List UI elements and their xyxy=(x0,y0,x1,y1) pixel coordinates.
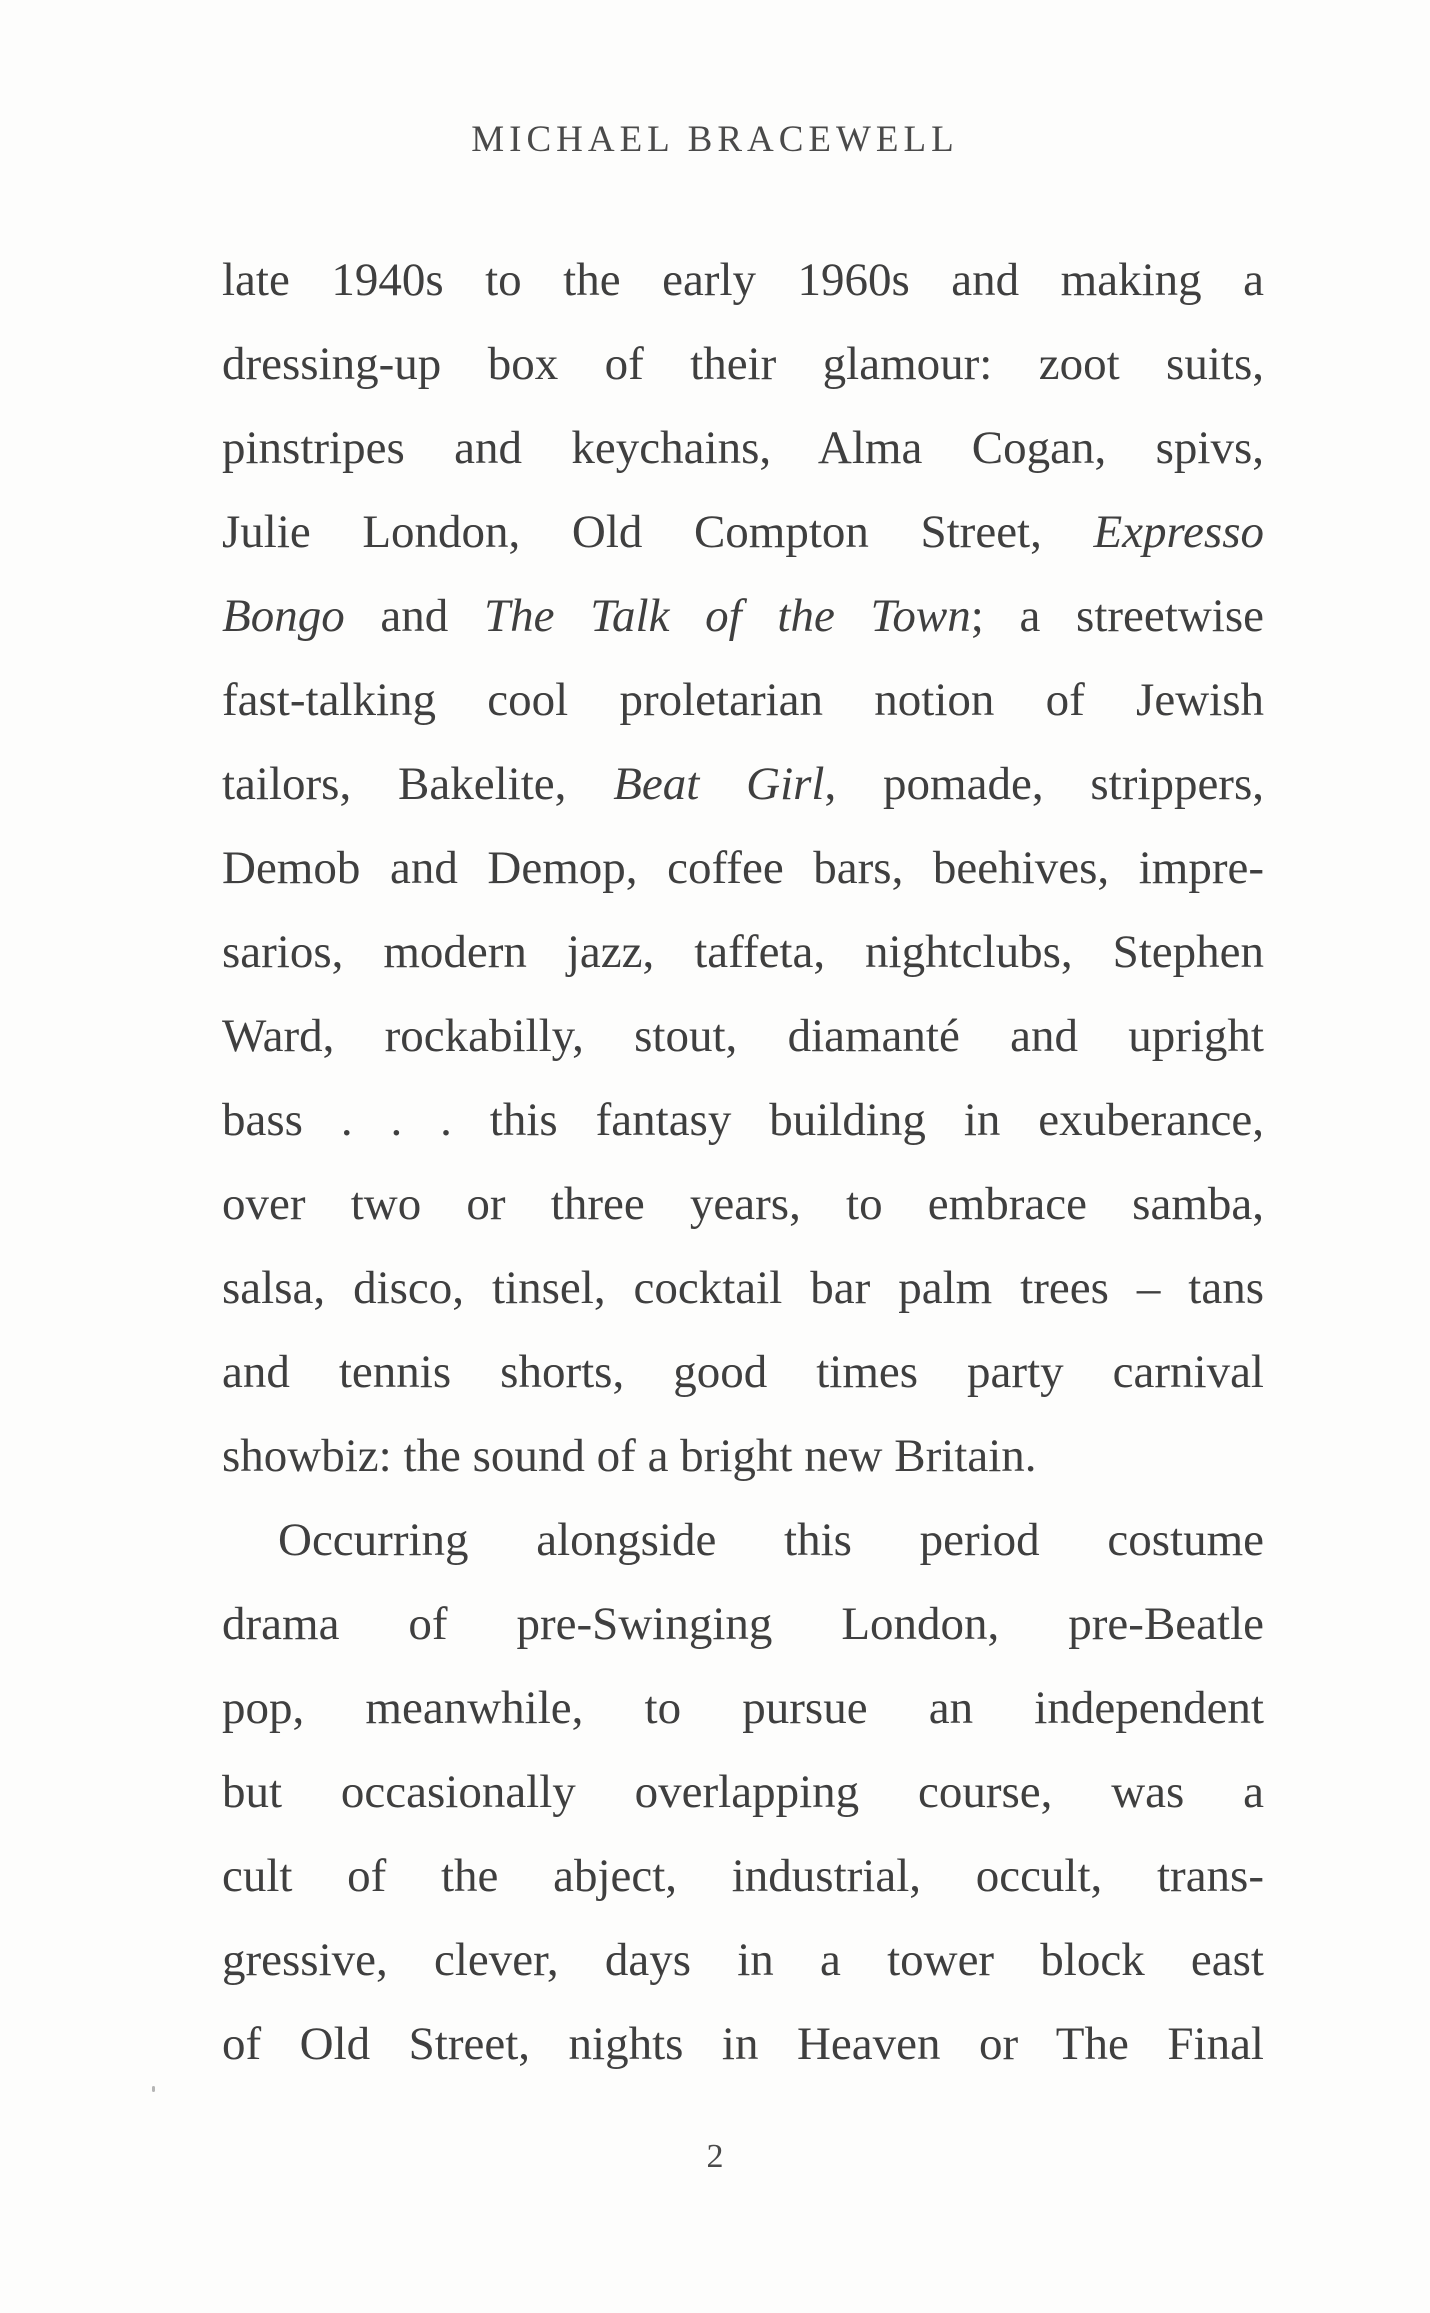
text-line xyxy=(222,910,1264,994)
text-line xyxy=(222,1918,1264,2002)
text-line xyxy=(222,994,1264,1078)
running-head: MICHAEL BRACEWELL xyxy=(471,119,959,160)
text-segment: and xyxy=(344,590,484,642)
text-segment: gressive, clever, days in a tower block east xyxy=(222,1934,1264,1986)
text-line xyxy=(222,490,1264,574)
text-segment: over two or three years, to embrace samba, xyxy=(222,1178,1264,1230)
text-line xyxy=(222,238,1264,322)
text-segment: bass . . . this fantasy building in exuberance, xyxy=(222,1094,1264,1146)
text-segment: pop, meanwhile, to pursue an independent xyxy=(222,1682,1264,1734)
text-line xyxy=(222,1078,1264,1162)
text-segment: sarios, modern jazz, taffeta, nightclubs, Stephen xyxy=(222,926,1264,978)
text-segment: fast-talking cool proletarian notion of Jewish xyxy=(222,674,1264,726)
text-line xyxy=(222,1582,1264,1666)
text-segment: Demob and Demop, coffee bars, beehives, impre- xyxy=(222,842,1264,894)
text-line xyxy=(222,742,1264,826)
text-line xyxy=(222,1330,1264,1414)
text-segment: and tennis shorts, good times party carnival xyxy=(222,1346,1264,1398)
text-line xyxy=(222,1414,1264,1498)
text-segment: late 1940s to the early 1960s and making a xyxy=(222,254,1264,306)
text-line xyxy=(222,1666,1264,1750)
text-segment: pinstripes and keychains, Alma Cogan, spivs, xyxy=(222,422,1264,474)
page-number: 2 xyxy=(706,2138,724,2175)
text-segment: cult of the abject, industrial, occult, trans- xyxy=(222,1850,1264,1902)
text-line xyxy=(222,406,1264,490)
text-segment: dressing-up box of their glamour: zoot suits, xyxy=(222,338,1264,390)
text-segment: of Old Street, nights in Heaven or The Final xyxy=(222,2018,1264,2070)
text-line xyxy=(222,1750,1264,1834)
text-line xyxy=(222,826,1264,910)
page-speck xyxy=(152,2086,155,2092)
text-line xyxy=(222,322,1264,406)
body-text xyxy=(222,238,1264,2086)
text-segment: tailors, Bakelite, xyxy=(222,758,614,810)
text-segment: but occasionally overlapping course, was a xyxy=(222,1766,1264,1818)
text-segment: salsa, disco, tinsel, cocktail bar palm trees – tans xyxy=(222,1262,1264,1314)
text-segment: Occurring alongside this period costume xyxy=(278,1514,1264,1566)
text-line xyxy=(222,574,1264,658)
text-line xyxy=(222,1162,1264,1246)
text-segment: ; a streetwise xyxy=(970,590,1264,642)
text-segment: Julie London, Old Compton Street, xyxy=(222,506,1094,558)
text-segment: Ward, rockabilly, stout, diamanté and upright xyxy=(222,1010,1264,1062)
italic-title: Beat Girl xyxy=(613,758,825,810)
text-segment: , pomade, strippers, xyxy=(824,758,1265,810)
text-segment: drama of pre-Swinging London, pre-Beatle xyxy=(222,1598,1264,1650)
text-segment: showbiz: the sound of a bright new Britain. xyxy=(222,1430,1037,1482)
text-line xyxy=(222,1246,1264,1330)
text-line xyxy=(222,2002,1264,2086)
text-line xyxy=(222,1834,1264,1918)
italic-title: The Talk of the Town xyxy=(484,590,971,642)
text-line xyxy=(222,658,1264,742)
italic-title: Expresso xyxy=(1093,506,1264,558)
text-line xyxy=(222,1498,1264,1582)
italic-title: Bongo xyxy=(222,590,345,642)
